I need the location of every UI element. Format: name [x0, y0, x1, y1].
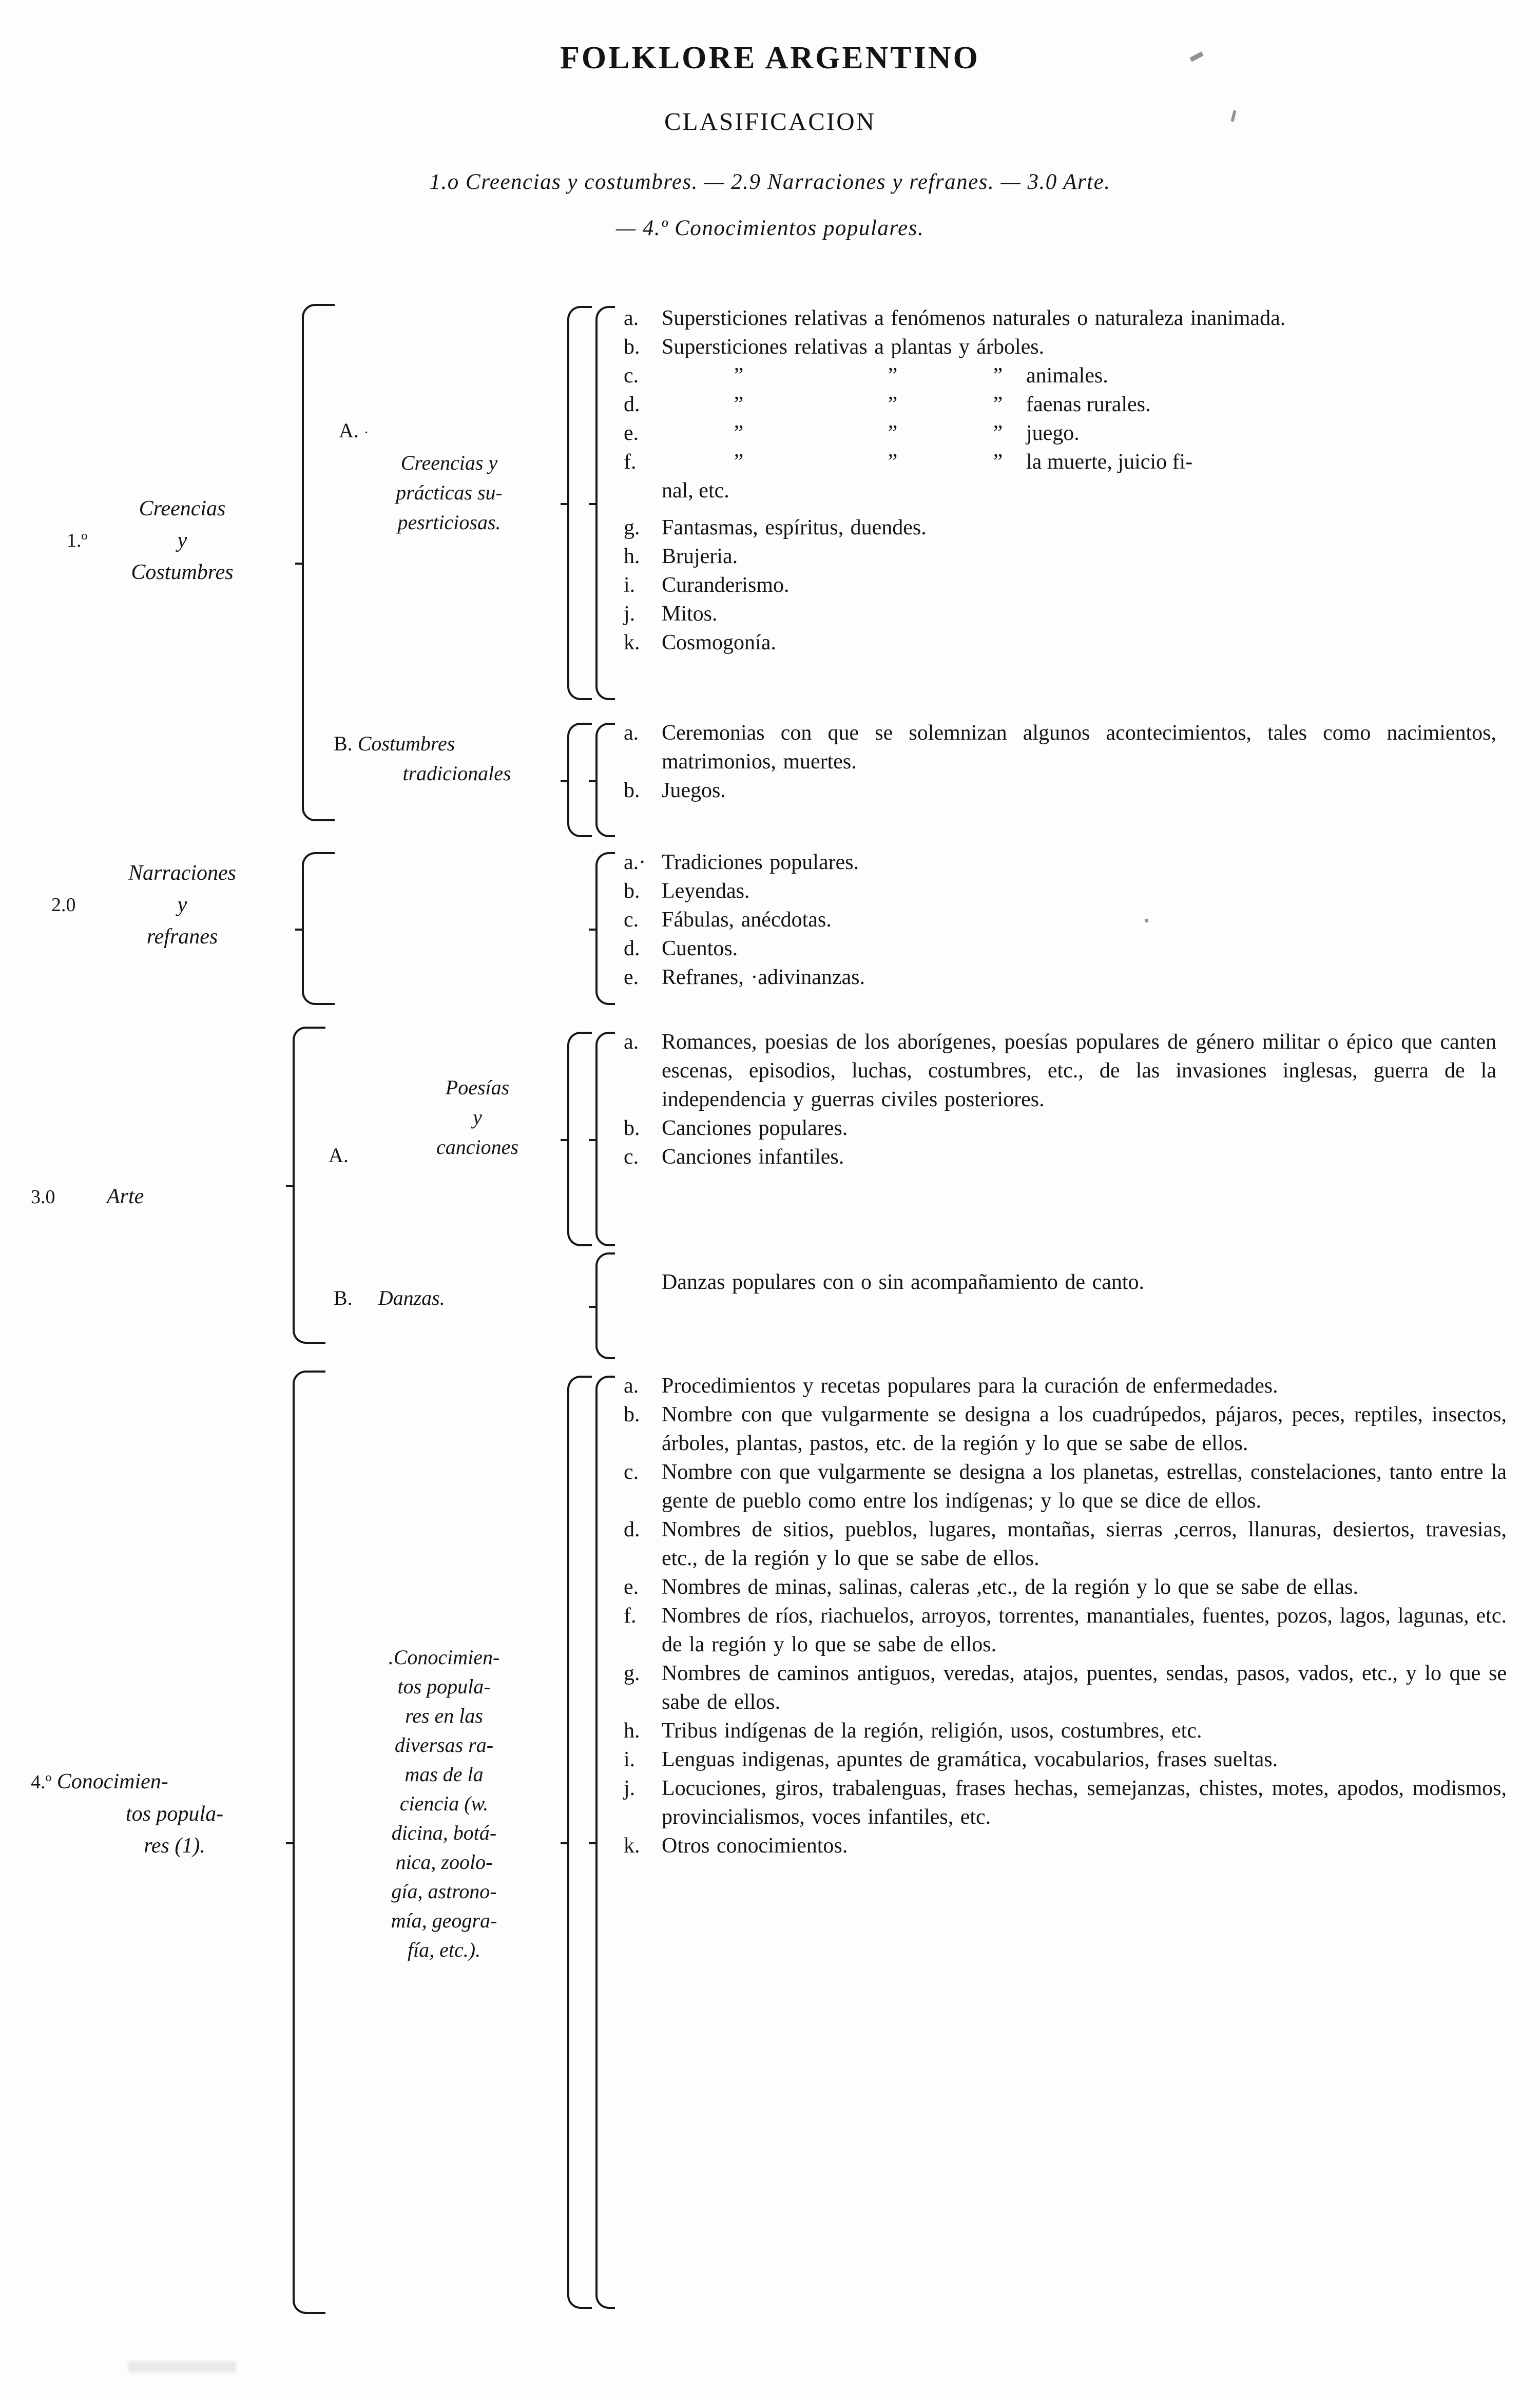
ditto-mark: ” [734, 393, 744, 416]
item-text: Danzas populares con o sin acompañamiento de canto. [662, 1270, 1145, 1294]
scope-note-line-5: mas de la [405, 1763, 484, 1786]
list-item [624, 542, 1496, 571]
list-item [624, 1573, 1507, 1601]
item-key: e. [624, 966, 639, 989]
item-text: Leyendas. [662, 879, 750, 903]
item-key: d. [624, 937, 640, 960]
list-item [624, 1372, 1507, 1400]
list-item [624, 1114, 1496, 1143]
scope-note-line-10: mía, geogra- [391, 1909, 497, 1932]
brace-section-1 [302, 304, 335, 821]
section-2-title [51, 857, 293, 953]
item-text: Nombre con que vulgarmente se designa a los planetas, estrellas, constelaciones, tanto entre la gente de pueblo como entre los indígenas; y lo que se dice de ellos. [662, 1460, 1507, 1513]
section-2-title-line-3: refranes [146, 925, 218, 949]
subsection-1B-title-line-1: Costumbres [357, 732, 455, 755]
item-text: Ceremonias con que se solemnizan algunos acontecimientos, tales como nacimientos, matrimonios, muertes. [662, 721, 1496, 774]
scope-note-line-8: nica, zoolo- [395, 1850, 493, 1874]
scope-note-line-4: diversas ra- [394, 1733, 494, 1757]
section-1-rank: 1.º [67, 530, 88, 551]
ditto-mark: ” [993, 393, 1003, 416]
subsection-3B-items [624, 1268, 1496, 1297]
section-3-rank: 3.0 [31, 1186, 55, 1208]
list-item [624, 1831, 1507, 1860]
summary-line-2: — 4.º Conocimientos populares. [615, 216, 925, 240]
item-text: Fábulas, anécdotas. [662, 908, 832, 932]
list-item [624, 361, 1496, 390]
brace-subsection-1A-items [595, 306, 615, 700]
item-key: g. [624, 516, 640, 539]
ink-speck: · [363, 425, 369, 441]
list-item [624, 877, 1496, 905]
item-key: k. [624, 1834, 640, 1858]
scope-note-line-9: gía, astrono- [391, 1880, 497, 1903]
item-text: faenas rurales. [1026, 393, 1151, 416]
section-1-title-line-2: y [177, 529, 187, 552]
ditto-mark: ” [993, 450, 1003, 474]
item-text: Canciones populares. [662, 1116, 848, 1140]
section-3-title-line-1: Arte [107, 1185, 144, 1208]
subsection-1A-title-line-1: Creencias y [400, 451, 498, 474]
brace-subsection-1A [567, 306, 592, 700]
subsection-3B-letter: B. [334, 1286, 353, 1309]
list-item [624, 1601, 1507, 1659]
list-item [624, 848, 1496, 877]
subsection-1B-letter: B. [334, 732, 353, 755]
item-text: Nombres de ríos, riachuelos, arroyos, torrentes, manantiales, fuentes, pozos, lagos, lagunas, etc. de la región y lo que se sabe de ellos. [662, 1604, 1507, 1656]
section-4-scope-note [349, 1643, 539, 1964]
item-key: e. [624, 421, 639, 445]
subsection-1A-title [339, 416, 560, 537]
section-4-title-line-3: res (1). [144, 1834, 205, 1858]
item-key: a. [624, 1374, 639, 1398]
list-item [624, 419, 1496, 448]
section-3-title [31, 1181, 349, 1213]
item-key: c. [624, 1460, 639, 1484]
item-text: Juegos. [662, 779, 726, 802]
item-text: Nombres de minas, salinas, caleras ,etc., de la región y lo que se sabe de ellas. [662, 1575, 1359, 1599]
ink-speck [1145, 919, 1148, 922]
item-text: Canciones infantiles. [662, 1145, 844, 1169]
item-text: Tradiciones populares. [662, 851, 859, 874]
brace-section-4-scope [567, 1376, 592, 2309]
section-2-title-line-1: Narraciones [128, 861, 236, 885]
item-key: a. [624, 1030, 639, 1054]
item-key: j. [624, 602, 636, 626]
subsection-1A-title-line-2: prácticas su- [396, 481, 503, 504]
section-2-rank: 2.0 [51, 894, 76, 916]
item-text: Cuentos. [662, 937, 738, 960]
page-title: FOLKLORE ARGENTINO [560, 41, 980, 75]
section-4-title-line-2: tos popula- [125, 1802, 224, 1826]
list-item [624, 776, 1496, 805]
section-4-items [624, 1372, 1507, 1860]
item-text: Mitos. [662, 602, 718, 626]
item-key: b. [624, 779, 640, 802]
item-text: Tribus indígenas de la región, religión, usos, costumbres, etc. [662, 1719, 1202, 1743]
subsection-3B-title-line-1: Danzas. [378, 1286, 445, 1309]
section-2-title-line-2: y [177, 893, 187, 917]
item-key: f. [624, 450, 637, 474]
item-key: k. [624, 631, 640, 654]
item-key: g. [624, 1662, 640, 1685]
list-item [624, 1716, 1507, 1745]
scan-smudge [128, 2361, 236, 2372]
list-item [624, 719, 1496, 776]
list-item [624, 1774, 1507, 1831]
scope-note-line-6: ciencia (w. [399, 1792, 489, 1815]
item-text: Procedimientos y recetas populares para la curación de enfermedades. [662, 1374, 1278, 1398]
item-key: i. [624, 1748, 636, 1771]
subsection-3A-title-line-1: Poesías [445, 1076, 510, 1099]
list-item [624, 304, 1496, 333]
brace-section-2 [302, 852, 335, 1005]
item-text: Curanderismo. [662, 573, 790, 597]
subsection-1B-items [624, 719, 1496, 805]
section-1-title [67, 493, 293, 588]
summary-line-1: 1.o Creencias y costumbres. — 2.9 Narraciones y refranes. — 3.0 Arte. [429, 170, 1111, 194]
section-1-title-line-3: Costumbres [131, 561, 234, 584]
brace-subsection-1B-items [595, 723, 615, 837]
scope-note-line-2: tos popula- [397, 1675, 491, 1698]
item-key: j. [624, 1777, 636, 1800]
list-item [624, 390, 1496, 419]
brace-section-4-items [595, 1376, 615, 2309]
list-item [624, 963, 1496, 992]
ditto-mark: ” [734, 421, 744, 445]
item-key: h. [624, 1719, 640, 1743]
item-key: e. [624, 1575, 639, 1599]
scope-note-line-1: .Conocimien- [388, 1646, 500, 1669]
item-key: i. [624, 573, 636, 597]
brace-subsection-3A [567, 1032, 592, 1246]
item-key: h. [624, 545, 640, 568]
list-item [624, 934, 1496, 963]
brace-subsection-3A-items [595, 1032, 615, 1246]
item-text: animales. [1026, 364, 1108, 388]
subsection-1A-items [624, 304, 1496, 657]
item-text: Otros conocimientos. [662, 1834, 848, 1858]
item-key: a.· [624, 851, 646, 874]
item-text: Fantasmas, espíritus, duendes. [662, 516, 927, 539]
item-text: Romances, poesias de los aborígenes, poesías populares de género militar o épico que canten escenas, episodios, luchas, costumbres, etc., de las invasiones inglesas, guerra de la independencia y guerras civiles posteriores. [662, 1030, 1496, 1111]
section-4-rank: 4.º [31, 1771, 52, 1793]
list-item [624, 1268, 1496, 1297]
section-1-title-line-1: Creencias [139, 497, 226, 520]
ditto-mark: ” [993, 364, 1003, 388]
scope-note-line-11: fía, etc.). [407, 1938, 481, 1961]
item-text: Brujeria. [662, 545, 738, 568]
ditto-mark: ” [888, 421, 898, 445]
item-text: Locuciones, giros, trabalenguas, frases hechas, semejanzas, chistes, motes, apodos, modismos, provincialismos, voces infantiles, etc. [662, 1777, 1507, 1829]
item-text: Nombres de sitios, pueblos, lugares, montañas, sierras ,cerros, llanuras, desiertos, travesias, etc., de la región y lo que se sabe de ellos. [662, 1518, 1507, 1570]
subsection-1B-title [334, 729, 575, 788]
item-key: a. [624, 721, 639, 745]
list-item [624, 571, 1496, 600]
item-text: Refranes, ·adivinanzas. [662, 966, 865, 989]
subsection-3A-title-line-3: canciones [436, 1135, 518, 1159]
item-text: juego. [1026, 421, 1080, 445]
list-item [624, 1143, 1496, 1171]
item-key: d. [624, 393, 640, 416]
item-key: c. [624, 908, 639, 932]
item-key: b. [624, 1116, 640, 1140]
subsection-3A-items [624, 1028, 1496, 1171]
subsection-1A-title-line-3: pesrticiosas. [397, 511, 501, 534]
list-item [624, 1659, 1507, 1716]
item-key: b. [624, 1403, 640, 1426]
list-item [624, 905, 1496, 934]
section-4-title-line-1: Conocimien- [56, 1770, 168, 1793]
subsection-1A-letter: A. [339, 419, 359, 442]
item-key: d. [624, 1518, 640, 1541]
item-text: Supersticiones relativas a fenómenos naturales o naturaleza inanimada. [662, 306, 1286, 330]
list-item [624, 1028, 1496, 1114]
ditto-mark: ” [888, 393, 898, 416]
ditto-mark: ” [734, 450, 744, 474]
item-key: c. [624, 1145, 639, 1169]
item-text: Supersticiones relativas a plantas y árboles. [662, 335, 1045, 359]
list-item [624, 628, 1496, 657]
scope-note-line-3: res en las [405, 1704, 483, 1727]
item-key: f. [624, 1604, 637, 1628]
section-2-items [624, 848, 1496, 992]
ditto-mark: ” [888, 450, 898, 474]
list-item [624, 1745, 1507, 1774]
item-text: la muerte, juicio fi- [1026, 450, 1193, 474]
item-key: b. [624, 879, 640, 903]
item-text: Nombres de caminos antiguos, veredas, atajos, puentes, sendas, pasos, vados, etc., y lo que se sabe de ellos. [662, 1662, 1507, 1714]
list-item [624, 513, 1496, 542]
item-key: a. [624, 306, 639, 330]
list-item [624, 333, 1496, 361]
list-item [624, 1458, 1507, 1515]
scope-note-line-7: dicina, botá- [391, 1821, 497, 1844]
item-text: Cosmogonía. [662, 631, 776, 654]
subsection-3B-title [334, 1283, 570, 1313]
subsection-1B-title-line-2: tradicionales [402, 762, 511, 785]
item-key: b. [624, 335, 640, 359]
item-continuation: nal, etc. [662, 479, 729, 503]
ditto-mark: ” [888, 364, 898, 388]
list-item [624, 600, 1496, 628]
item-text: Nombre con que vulgarmente se designa a los cuadrúpedos, pájaros, peces, reptiles, insectos, árboles, plantas, pastos, etc. de la región y lo que se sabe de ellos. [662, 1403, 1507, 1455]
ditto-mark: ” [734, 364, 744, 388]
item-key: c. [624, 364, 639, 388]
subsection-3A-letter: A. [329, 1144, 349, 1167]
item-text: Lenguas indigenas, apuntes de gramática, vocabularios, frases sueltas. [662, 1748, 1278, 1771]
list-item [624, 448, 1496, 476]
section-4-title [31, 1766, 318, 1862]
subsection-3A-title-line-2: y [473, 1106, 482, 1129]
list-item [624, 1400, 1507, 1458]
page-subtitle: CLASIFICACION [664, 107, 876, 136]
brace-section-2-items [595, 852, 615, 1005]
subsection-3A-title [329, 1073, 565, 1167]
brace-subsection-3B-items [595, 1252, 615, 1359]
list-item [624, 1515, 1507, 1573]
ditto-mark: ” [993, 421, 1003, 445]
